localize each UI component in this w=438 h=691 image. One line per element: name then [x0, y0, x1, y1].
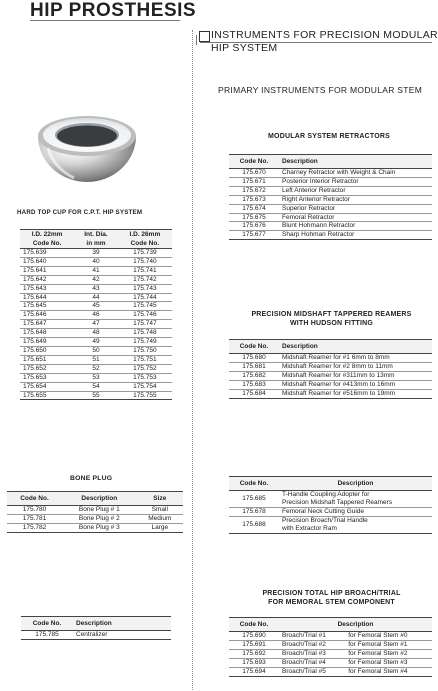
- table-row: [20, 338, 172, 347]
- column-header: [74, 230, 118, 249]
- table-cell: Bone Plug # 3: [62, 523, 137, 532]
- table-cell: 175.682: [229, 371, 279, 380]
- table-row: [20, 311, 172, 320]
- table-cell: 43: [74, 284, 118, 293]
- header-line: I.D. 26mm: [129, 231, 161, 238]
- retractors-table: [229, 154, 432, 240]
- table-cell: Centralizer: [73, 631, 171, 640]
- table-cell: 175.642: [20, 275, 74, 284]
- table-header-row: [7, 492, 183, 506]
- table-header-row: [229, 155, 432, 169]
- column-header: Size: [137, 492, 183, 506]
- table-row: [20, 275, 172, 284]
- table-cell: 175.748: [118, 329, 172, 338]
- table-cell: 175.693: [229, 658, 279, 667]
- column-divider-accent: [196, 35, 197, 45]
- column-header: Description: [73, 617, 171, 631]
- table-row: [229, 362, 432, 371]
- table-cell: 175.639: [20, 249, 74, 258]
- table-cell: 175.751: [118, 355, 172, 364]
- table-row: [229, 380, 432, 389]
- table-cell: 175.648: [20, 329, 74, 338]
- table-cell: 175.782: [7, 523, 62, 532]
- table-cell: Small: [137, 506, 183, 515]
- column-header: Code No.: [229, 155, 279, 169]
- table-row: [20, 320, 172, 329]
- table-row: [20, 391, 172, 400]
- table-cell: Right Anterior Retractor: [279, 195, 432, 204]
- table-row: [20, 302, 172, 311]
- bone-plug-caption: BONE PLUG: [70, 475, 113, 482]
- table-cell: 53: [74, 373, 118, 382]
- table-cell: 175.683: [229, 380, 279, 389]
- retractors-caption: MODULAR SYSTEM RETRACTORS: [268, 133, 390, 140]
- table-row: [229, 658, 432, 667]
- table-cell: 175.741: [118, 266, 172, 275]
- table-cell: 52: [74, 364, 118, 373]
- table-row: [229, 371, 432, 380]
- table-cell: 175.744: [118, 293, 172, 302]
- table-cell: Midshaft Reamer for #1 6mm to 8mm: [279, 354, 432, 363]
- primary-heading: PRIMARY INSTRUMENTS FOR MODULAR STEM: [218, 85, 423, 95]
- table-cell: 175.750: [118, 346, 172, 355]
- table-header-row: [21, 617, 171, 631]
- table-cell: 39: [74, 249, 118, 258]
- table-header-row: [229, 477, 432, 491]
- table-row: [229, 649, 432, 658]
- table-cell: 175.745: [118, 302, 172, 311]
- table-cell: Femoral Retractor: [279, 213, 432, 222]
- cell-line: Precision Midshaft Tappered Reamers: [282, 499, 393, 506]
- cup-table-body: [20, 249, 172, 400]
- table-row: [229, 389, 432, 398]
- right-title-underline: [200, 42, 432, 43]
- table-cell: 175.655: [20, 391, 74, 400]
- cup-table: [20, 229, 172, 400]
- reamers-table: [229, 339, 432, 399]
- table-cell: 175.652: [20, 364, 74, 373]
- table-cell: 175.781: [7, 514, 62, 523]
- coupling-table: [229, 476, 432, 534]
- table-cell: 49: [74, 338, 118, 347]
- cell-line: Femoral Neck Cutting Guide: [282, 508, 365, 515]
- table-cell: for Femoral Stem #1: [345, 640, 432, 649]
- table-row: [229, 667, 432, 676]
- table-cell: Blunt Hohmann Retractor: [279, 222, 432, 231]
- table-cell: 47: [74, 320, 118, 329]
- column-header: Code No.: [229, 618, 279, 632]
- retractors-table-body: [229, 169, 432, 240]
- table-cell: 175.680: [229, 354, 279, 363]
- table-cell: 50: [74, 346, 118, 355]
- title-underline: [30, 20, 180, 21]
- table-cell: 175.684: [229, 389, 279, 398]
- table-row: [229, 632, 432, 641]
- table-cell: 46: [74, 311, 118, 320]
- table-cell: 175.739: [118, 249, 172, 258]
- table-cell: 175.685: [229, 491, 279, 508]
- table-cell: 175.649: [20, 338, 74, 347]
- column-header: Code No.: [7, 492, 62, 506]
- table-cell: 175.653: [20, 373, 74, 382]
- table-cell: 175.746: [118, 311, 172, 320]
- table-cell: Sharp Hohman Retractor: [279, 231, 432, 240]
- table-cell: [279, 508, 432, 517]
- table-cell: Broach/Trial #2: [279, 640, 345, 649]
- table-cell: Charney Retractor with Weight & Chain: [279, 169, 432, 178]
- table-cell: 175.650: [20, 346, 74, 355]
- table-cell: 175.690: [229, 632, 279, 641]
- table-cell: Medium: [137, 514, 183, 523]
- table-cell: 175.641: [20, 266, 74, 275]
- table-cell: Left Anterior Retractor: [279, 186, 432, 195]
- table-cell: 54: [74, 382, 118, 391]
- table-header-row: [229, 340, 432, 354]
- table-row: [7, 514, 183, 523]
- broach-caption: [229, 589, 434, 607]
- table-cell: 175.780: [7, 506, 62, 515]
- table-cell: 41: [74, 266, 118, 275]
- table-row: [20, 249, 172, 258]
- column-header: Code No.: [21, 617, 73, 631]
- table-row: [20, 355, 172, 364]
- table-cell: Posterior Interior Retractor: [279, 177, 432, 186]
- table-cell: Broach/Trial #1: [279, 632, 345, 641]
- table-cell: 175.676: [229, 222, 279, 231]
- table-row: [229, 491, 432, 508]
- table-cell: 175.755: [118, 391, 172, 400]
- column-header: Code No.: [229, 477, 279, 491]
- header-line: I.D. 22mm: [31, 231, 63, 238]
- broach-caption-line-1: PRECISION TOTAL HIP BROACH/TRIAL: [262, 590, 401, 597]
- broach-table: [229, 617, 432, 677]
- table-row: [7, 506, 183, 515]
- table-cell: Midshaft Reamer for #413mm to 16mm: [279, 380, 432, 389]
- table-row: [20, 329, 172, 338]
- table-cell: 175.740: [118, 257, 172, 266]
- table-cell: for Femoral Stem #0: [345, 632, 432, 641]
- table-cell: 175.743: [118, 284, 172, 293]
- cell-line: T-Handle Coupling Adopter for: [282, 491, 370, 498]
- table-row: [229, 354, 432, 363]
- table-cell: 55: [74, 391, 118, 400]
- column-divider: [192, 30, 193, 690]
- table-cell: 175.645: [20, 302, 74, 311]
- table-row: [20, 346, 172, 355]
- hard-top-cup-image: [34, 104, 140, 190]
- table-row: [20, 284, 172, 293]
- table-cell: Broach/Trial #3: [279, 649, 345, 658]
- table-row: [229, 186, 432, 195]
- reamers-caption: [229, 310, 434, 328]
- column-header: Code No.: [229, 340, 279, 354]
- table-cell: for Femoral Stem #2: [345, 649, 432, 658]
- coupling-table-body: [229, 491, 432, 534]
- table-row: [229, 204, 432, 213]
- table-cell: Midshaft Reamer for #516mm to 19mm: [279, 389, 432, 398]
- centralizer-table: [21, 616, 171, 640]
- reamers-caption-line-2: WITH HUDSON FITTING: [289, 320, 374, 327]
- cell-line: Precision Broach/Trial Handle: [282, 517, 368, 524]
- table-cell: 175.785: [21, 631, 73, 640]
- table-cell: 175.674: [229, 204, 279, 213]
- column-header: Description: [279, 155, 432, 169]
- table-row: [229, 508, 432, 517]
- column-header: Description: [279, 477, 432, 491]
- table-row: [229, 231, 432, 240]
- table-cell: 45: [74, 302, 118, 311]
- table-cell: [279, 491, 432, 508]
- table-cell: for Femoral Stem #4: [345, 667, 432, 676]
- page-title: HIP PROSTHESIS: [30, 0, 197, 21]
- checkbox-square-icon: [199, 31, 210, 42]
- header-line: in mm: [86, 240, 106, 247]
- table-cell: 175.753: [118, 373, 172, 382]
- table-row: [229, 517, 432, 534]
- table-cell: 48: [74, 329, 118, 338]
- table-cell: 175.675: [229, 213, 279, 222]
- table-cell: for Femoral Stem #3: [345, 658, 432, 667]
- table-cell: 175.691: [229, 640, 279, 649]
- table-cell: 175.670: [229, 169, 279, 178]
- table-cell: 175.647: [20, 320, 74, 329]
- table-row: [20, 257, 172, 266]
- table-cell: 175.671: [229, 177, 279, 186]
- table-cell: 175.742: [118, 275, 172, 284]
- table-cell: Bone Plug # 2: [62, 514, 137, 523]
- column-header: [20, 230, 74, 249]
- table-cell: 175.681: [229, 362, 279, 371]
- table-cell: Midshaft Reamer for #2 8mm to 11mm: [279, 362, 432, 371]
- table-cell: 175.754: [118, 382, 172, 391]
- table-cell: Large: [137, 523, 183, 532]
- column-header: Description: [62, 492, 137, 506]
- table-cell: Midshaft Reamer for #311mm to 13mm: [279, 371, 432, 380]
- table-cell: 175.688: [229, 517, 279, 534]
- table-cell: 175.654: [20, 382, 74, 391]
- table-cell: 175.747: [118, 320, 172, 329]
- table-cell: 175.672: [229, 186, 279, 195]
- table-cell: 175.646: [20, 311, 74, 320]
- broach-table-body: [229, 632, 432, 677]
- bone-plug-table-body: [7, 506, 183, 533]
- table-cell: 175.752: [118, 364, 172, 373]
- table-cell: 175.677: [229, 231, 279, 240]
- right-title-line-1: INSTRUMENTS FOR PRECISION MODULAR: [211, 29, 438, 41]
- reamers-table-body: [229, 354, 432, 399]
- table-cell: Broach/Trial #5: [279, 667, 345, 676]
- header-line: Code No.: [32, 240, 62, 247]
- table-cell: Superior Retractor: [279, 204, 432, 213]
- table-row: [20, 373, 172, 382]
- reamers-caption-line-1: PRECISION MIDSHAFT TAPPERED REAMERS: [251, 311, 412, 318]
- table-cell: 175.749: [118, 338, 172, 347]
- table-row: [229, 640, 432, 649]
- table-cell: 40: [74, 257, 118, 266]
- table-cell: 175.644: [20, 293, 74, 302]
- table-row: [229, 195, 432, 204]
- table-row: [20, 266, 172, 275]
- table-cell: 175.640: [20, 257, 74, 266]
- broach-caption-line-2: FOR MEMORAL STEM COMPONENT: [268, 599, 395, 606]
- table-row: [7, 523, 183, 532]
- right-title-line-2: HIP SYSTEM: [211, 42, 278, 54]
- table-cell: 175.673: [229, 195, 279, 204]
- table-row: [20, 364, 172, 373]
- table-cell: 175.692: [229, 649, 279, 658]
- table-cell: [279, 517, 432, 534]
- bone-plug-table: [7, 491, 183, 533]
- header-line: Code No.: [130, 240, 160, 247]
- table-cell: 51: [74, 355, 118, 364]
- table-cell: Broach/Trial #4: [279, 658, 345, 667]
- table-row: [20, 293, 172, 302]
- table-cell: 175.694: [229, 667, 279, 676]
- table-cell: 44: [74, 293, 118, 302]
- table-row: [229, 213, 432, 222]
- table-row: [229, 222, 432, 231]
- table-cell: Bone Plug # 1: [62, 506, 137, 515]
- table-row: [229, 169, 432, 178]
- table-row: [21, 631, 171, 640]
- table-cell: 175.678: [229, 508, 279, 517]
- header-line: Int. Dia.: [84, 231, 108, 238]
- table-row: [20, 382, 172, 391]
- table-header-row: [20, 230, 172, 249]
- table-header-row: [229, 618, 432, 632]
- column-header: Description: [279, 618, 432, 632]
- table-cell: 42: [74, 275, 118, 284]
- cell-line: with Extractor Ram: [282, 525, 337, 532]
- table-row: [229, 177, 432, 186]
- table-cell: 175.651: [20, 355, 74, 364]
- column-header: [118, 230, 172, 249]
- column-header: Description: [279, 340, 432, 354]
- table-cell: 175.643: [20, 284, 74, 293]
- centralizer-table-body: [21, 631, 171, 640]
- cup-caption: HARD TOP CUP FOR C.P.T. HIP SYSTEM: [17, 209, 143, 216]
